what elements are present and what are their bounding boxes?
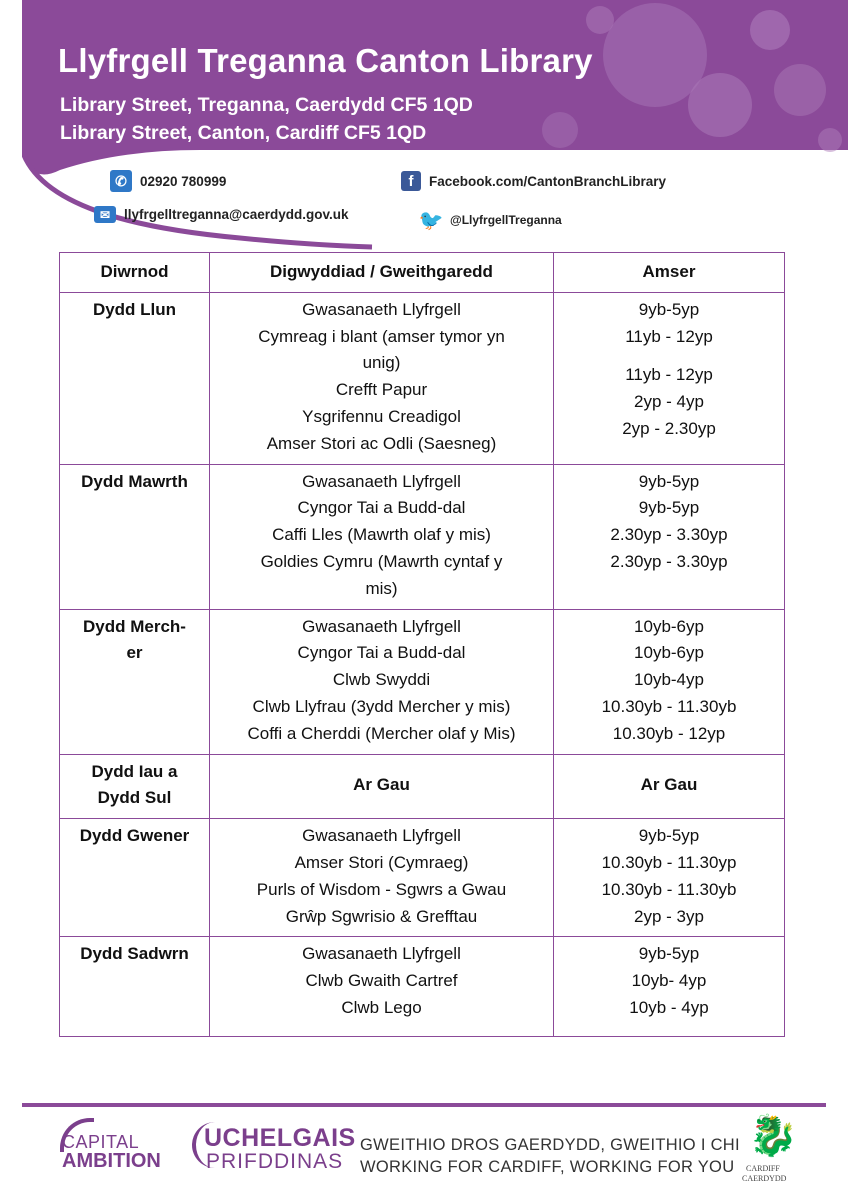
table-header-row [60, 253, 785, 293]
twitter-handle: @LlyfrgellTreganna [450, 213, 562, 227]
time: 10.30yb - 11.30yb [601, 696, 737, 716]
email-contact[interactable] [94, 206, 348, 223]
address-english: Library Street, Canton, Cardiff CF5 1QD [60, 122, 427, 144]
slogan-english: WORKING FOR CARDIFF, WORKING FOR YOU [360, 1158, 735, 1176]
time: 11yb - 12yp [625, 326, 713, 346]
time-cell [554, 937, 785, 1036]
time: 10.30yb - 11.30yp [601, 852, 737, 872]
time: 10yb-4yp [634, 670, 704, 690]
email-address: llyfrgelltreganna@caerdydd.gov.uk [124, 207, 349, 222]
facebook-contact[interactable] [401, 171, 666, 191]
footer-divider [22, 1103, 826, 1107]
time-closed: Ar Gau [554, 754, 785, 819]
activity: Cyngor Tai a Budd-dal [297, 643, 466, 663]
email-icon: ✉ [94, 206, 116, 223]
time-cell [554, 292, 785, 464]
activity: Amser Stori (Cymraeg) [294, 852, 469, 872]
activity-cell [210, 819, 554, 937]
time-cell [554, 609, 785, 754]
activity: mis) [365, 578, 398, 598]
activity: Clwb Swyddi [332, 670, 431, 690]
time: 9yb-5yp [638, 944, 700, 964]
day-cell: Dydd Llun [60, 292, 210, 464]
crest-text: CARDIFF [746, 1164, 780, 1173]
day-line: Dydd Sul [97, 788, 172, 808]
activity: unig) [362, 353, 401, 373]
time: 9yb-5yp [638, 471, 700, 491]
uchelgais-prifddinas-logo [198, 1118, 356, 1178]
header-day: Diwrnod [60, 253, 210, 293]
table-row [60, 292, 785, 464]
logo-text: UCHELGAIS [204, 1124, 356, 1152]
cardiff-crest-logo [740, 1112, 800, 1192]
header-activity: Digwyddiad / Gweithgaredd [210, 253, 554, 293]
activity: Gwasanaeth Llyfrgell [302, 944, 461, 964]
time: 9yb-5yp [638, 498, 700, 518]
activity-closed: Ar Gau [210, 754, 554, 819]
time: 11yb - 12yp [625, 365, 713, 385]
phone-number: 02920 780999 [140, 173, 227, 189]
phone-icon: ✆ [110, 170, 132, 192]
slogan-welsh: GWEITHIO DROS GAERDYDD, GWEITHIO I CHI [360, 1136, 740, 1154]
time: 9yb-5yp [638, 299, 700, 319]
day-cell [60, 754, 210, 819]
activity: Ysgrifennu Creadigol [302, 406, 461, 426]
table-row [60, 754, 785, 819]
time: 10yb-6yp [634, 616, 704, 636]
activity: Gwasanaeth Llyfrgell [302, 616, 461, 636]
day-cell: Dydd Mawrth [60, 464, 210, 609]
crest-text: CAERDYDD [742, 1174, 787, 1183]
activity: Goldies Cymru (Mawrth cyntaf y [260, 551, 503, 571]
day-cell: Dydd Sadwrn [60, 937, 210, 1036]
activity: Caffi Lles (Mawrth olaf y mis) [272, 525, 491, 545]
day-cell: Dydd Gwener [60, 819, 210, 937]
activity: Clwb Llyfrau (3ydd Mercher y mis) [252, 696, 511, 716]
twitter-icon: 🐦 [418, 209, 444, 232]
activity: Coffi a Cherddi (Mercher olaf y Mis) [247, 723, 516, 743]
capital-ambition-logo [60, 1118, 195, 1178]
twitter-contact[interactable] [418, 209, 562, 231]
logo-text: CAPITAL [62, 1132, 140, 1152]
time: 2.30yp - 3.30yp [610, 525, 728, 545]
activity: Grŵp Sgwrisio & Grefftau [285, 906, 478, 926]
time: 9yb-5yp [638, 826, 700, 846]
logo-text: AMBITION [62, 1150, 161, 1172]
schedule-table [59, 252, 785, 1037]
header-time: Amser [554, 253, 785, 293]
day-line: er [126, 643, 143, 663]
day-line: Dydd Iau a [91, 761, 178, 781]
table-row [60, 464, 785, 609]
activity: Purls of Wisdom - Sgwrs a Gwau [256, 879, 507, 899]
page-title: Llyfrgell Treganna Canton Library [58, 42, 593, 79]
time: 2yp - 2.30yp [622, 418, 716, 438]
time: 2yp - 3yp [634, 906, 704, 926]
activity-cell [210, 464, 554, 609]
activity: Cymreag i blant (amser tymor yn [258, 326, 505, 346]
time: 10yb - 4yp [629, 997, 709, 1017]
time-cell [554, 819, 785, 937]
activity-cell [210, 609, 554, 754]
logo-text: PRIFDDINAS [206, 1150, 344, 1173]
time-cell [554, 464, 785, 609]
activity: Gwasanaeth Llyfrgell [302, 471, 461, 491]
time: 10yb-6yp [634, 643, 704, 663]
day-line: Dydd Merch- [83, 616, 186, 636]
header-banner [0, 0, 848, 250]
time: 10.30yb - 12yp [612, 723, 726, 743]
activity: Crefft Papur [335, 380, 428, 400]
time: 10.30yb - 11.30yb [601, 879, 737, 899]
activity: Clwb Gwaith Cartref [305, 971, 458, 991]
table-row [60, 609, 785, 754]
activity-cell [210, 937, 554, 1036]
time: 10yb- 4yp [631, 971, 707, 991]
table-row [60, 937, 785, 1036]
facebook-url: Facebook.com/CantonBranchLibrary [429, 173, 667, 189]
activity: Clwb Lego [341, 997, 422, 1017]
activity: Amser Stori ac Odli (Saesneg) [266, 433, 497, 453]
time: 2.30yp - 3.30yp [610, 551, 728, 571]
activity: Gwasanaeth Llyfrgell [302, 299, 461, 319]
facebook-icon: f [401, 171, 421, 191]
table-row [60, 819, 785, 937]
phone-contact[interactable] [110, 170, 226, 192]
dragon-icon: 🐉 [748, 1114, 798, 1158]
time: 2yp - 4yp [634, 392, 704, 412]
activity: Cyngor Tai a Budd-dal [297, 498, 466, 518]
activity-cell [210, 292, 554, 464]
address-welsh: Library Street, Treganna, Caerdydd CF5 1QD [60, 94, 473, 116]
activity: Gwasanaeth Llyfrgell [302, 826, 461, 846]
time-spacer [560, 350, 778, 362]
day-cell [60, 609, 210, 754]
